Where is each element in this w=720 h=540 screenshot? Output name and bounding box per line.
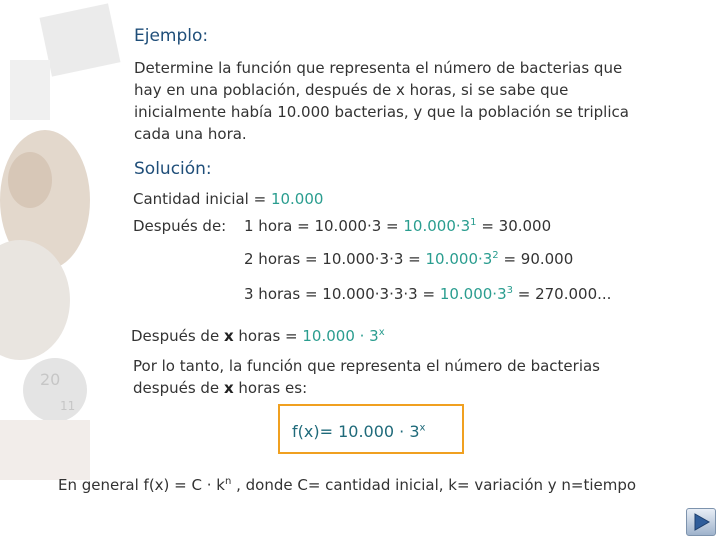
general-middle: horas = — [233, 327, 303, 345]
step-power-base: 10.000·3 — [439, 285, 507, 303]
step-row-1 — [244, 215, 551, 237]
problem-statement — [134, 57, 629, 145]
problem-line: inicialmente había 10.000 bacterias, y que la población se triplica — [134, 103, 629, 121]
initial-amount-line — [133, 188, 323, 210]
conclusion-variable: x — [223, 379, 234, 397]
step-power — [440, 285, 513, 303]
conclusion-suffix: horas es: — [233, 379, 308, 397]
general-exponent: x — [378, 327, 385, 338]
conclusion-prefix: después de — [133, 379, 224, 397]
solution-title: Solución: — [134, 159, 212, 179]
after-label: Después de: — [133, 217, 227, 235]
answer-formula — [292, 422, 425, 441]
general-value-base: 10.000 · 3 — [302, 327, 379, 345]
step-rhs: = 30.000 — [476, 217, 552, 235]
step-exponent: 2 — [492, 250, 499, 261]
general-rule — [58, 474, 636, 496]
step-row-3 — [244, 283, 611, 305]
initial-label: Cantidad inicial = — [133, 190, 271, 208]
svg-text:11: 11 — [60, 399, 76, 413]
step-rhs: = 270.000... — [512, 285, 612, 303]
step-exponent: 1 — [470, 217, 477, 228]
step-power-base: 10.000·3 — [403, 217, 471, 235]
general-rule-exponent: n — [224, 476, 232, 487]
step-rhs: = 90.000 — [498, 250, 574, 268]
example-title: Ejemplo: — [134, 26, 209, 46]
next-button[interactable] — [686, 508, 716, 536]
step-lhs: 2 horas = 10.000·3·3 = — [244, 250, 426, 268]
decorative-collage-image — [0, 0, 140, 480]
conclusion-line — [133, 377, 600, 399]
general-step-line — [131, 325, 385, 347]
general-prefix: Después de — [131, 327, 224, 345]
general-value — [302, 327, 384, 345]
general-rule-prefix: En general f(x) = C · k — [58, 476, 225, 494]
step-exponent: 3 — [506, 285, 513, 296]
step-power — [426, 250, 499, 268]
step-power-base: 10.000·3 — [425, 250, 493, 268]
answer-formula-base: f(x)= 10.000 · 3 — [292, 422, 420, 441]
step-row-2 — [244, 248, 573, 270]
problem-line: cada una hora. — [134, 125, 247, 143]
step-lhs: 1 hora = 10.000·3 = — [244, 217, 404, 235]
problem-line: hay en una población, después de x horas, si se sabe que — [134, 81, 569, 99]
step-power — [403, 217, 476, 235]
conclusion-line: Por lo tanto, la función que representa el número de bacterias — [133, 357, 600, 375]
answer-box — [278, 404, 464, 454]
svg-text:20: 20 — [40, 370, 61, 389]
arrow-right-icon — [691, 512, 713, 532]
conclusion — [133, 355, 600, 399]
initial-value: 10.000 — [270, 190, 324, 208]
problem-line: Determine la función que representa el número de bacterias que — [134, 59, 623, 77]
step-lhs: 3 horas = 10.000·3·3·3 = — [244, 285, 440, 303]
general-variable: x — [223, 327, 234, 345]
general-rule-suffix: , donde C= cantidad inicial, k= variación y n=tiempo — [231, 476, 637, 494]
answer-exponent: x — [419, 422, 426, 434]
